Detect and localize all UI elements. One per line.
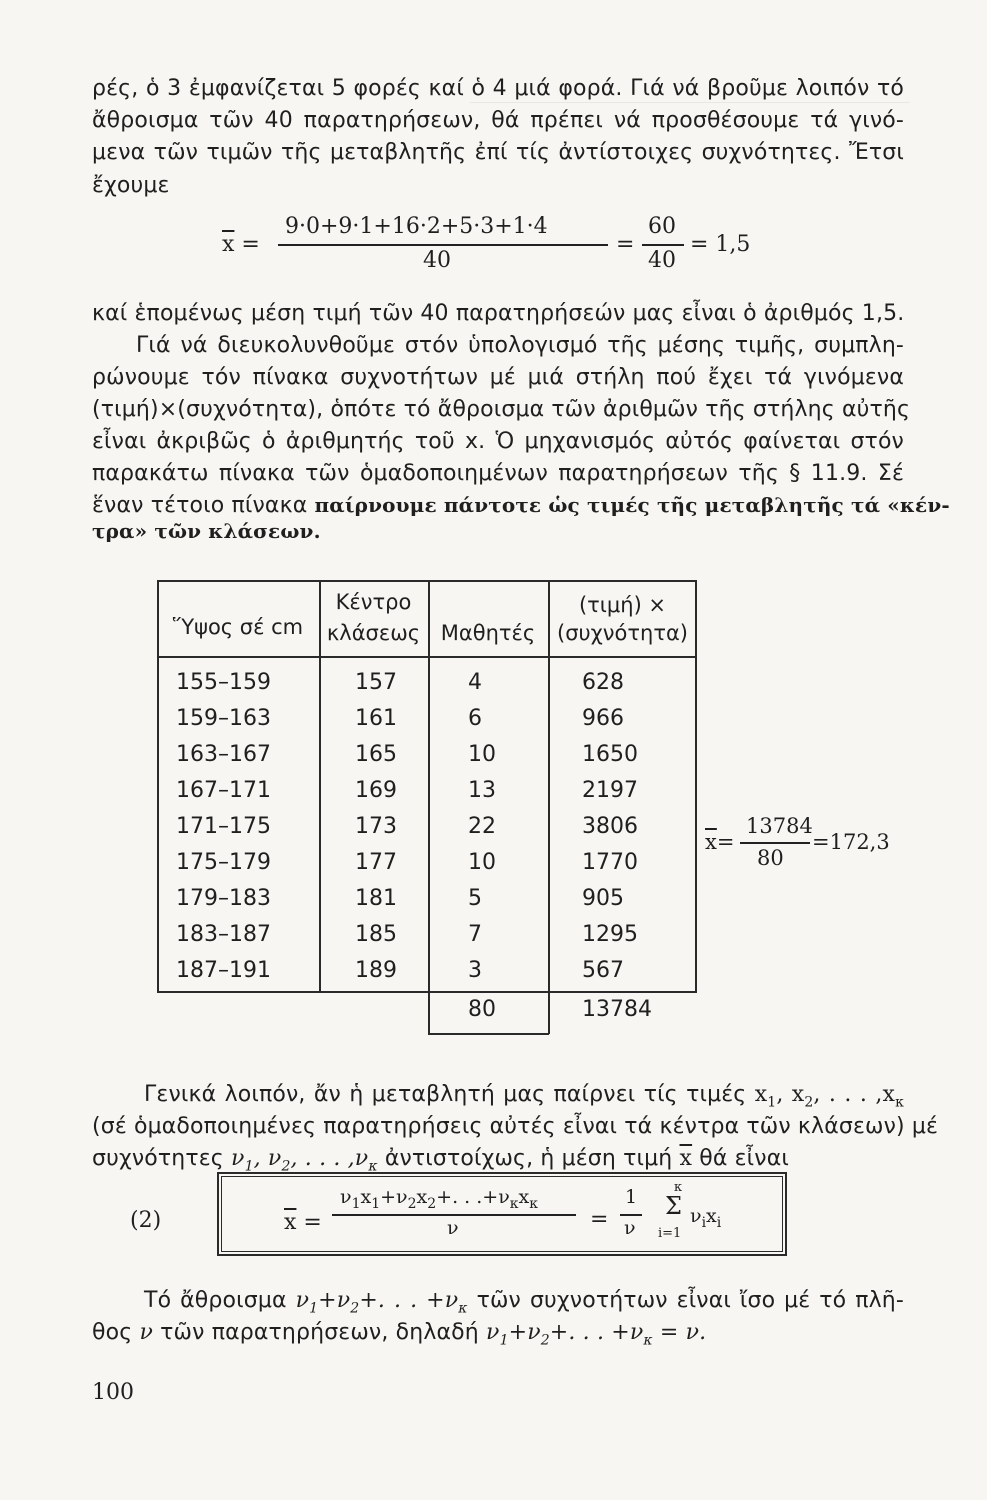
text-line: ἄθροισμα τῶν 40 παρατηρήσεων, θά πρέπει νά προσθέσουμε τά γινό- bbox=[92, 108, 904, 133]
table-cell: 163–167 bbox=[176, 742, 271, 767]
table-cell: 10 bbox=[468, 850, 496, 875]
header-rule bbox=[157, 656, 697, 658]
table-cell: 183–187 bbox=[176, 922, 271, 947]
formula-result: =172,3 bbox=[812, 830, 890, 854]
table-cell: 171–175 bbox=[176, 814, 271, 839]
total-frequency: 80 bbox=[468, 997, 496, 1022]
column-header: Ὕψος σέ cm bbox=[172, 615, 304, 639]
formula-numerator: 13784 bbox=[746, 814, 813, 838]
formula-denominator: 40 bbox=[423, 248, 451, 273]
table-cell: 7 bbox=[468, 922, 482, 947]
formula-numerator: 1 bbox=[625, 1186, 638, 1208]
column-header: Κέντρο bbox=[335, 590, 412, 614]
equals-sign: = bbox=[616, 232, 635, 257]
table-cell: 167–171 bbox=[176, 778, 271, 803]
fraction-bar bbox=[642, 244, 684, 246]
table-cell: 3 bbox=[468, 958, 482, 983]
sum-sign: Σ bbox=[665, 1192, 682, 1220]
table-cell: 177 bbox=[355, 850, 397, 875]
text-line: ἕναν τέτοιο πίνακα παίρνουμε πάντοτε ὡς τιμές τῆς μεταβλητῆς τά «κέν- bbox=[92, 493, 950, 518]
xbar-symbol: $\overline{x}$ = bbox=[284, 1210, 322, 1235]
table-cell: 10 bbox=[468, 742, 496, 767]
total-product: 13784 bbox=[582, 997, 652, 1022]
table-cell: 628 bbox=[582, 670, 624, 695]
text-line: θος ν τῶν παρατηρήσεων, δηλαδή $\nu_1+\nu_2+$. . . $+\nu_\kappa = \nu$. bbox=[92, 1320, 707, 1349]
column-divider bbox=[548, 580, 550, 1034]
formula-numerator: 9·0+9·1+16·2+5·3+1·4 bbox=[285, 214, 548, 239]
fraction-bar bbox=[740, 842, 810, 844]
text-line: (τιμή)×(συχνότητα), ὁπότε τό ἄθροισμα τῶν ἀριθμῶν τῆς στήλης αὐτῆς bbox=[92, 397, 911, 422]
sum-lower: i=1 bbox=[658, 1226, 682, 1241]
table-cell: 6 bbox=[468, 706, 482, 731]
table-cell: 185 bbox=[355, 922, 397, 947]
text-line: καί ἑπομένως μέση τιμή τῶν 40 παρατηρήσεών μας εἶναι ὁ ἀριθμός 1,5. bbox=[92, 301, 905, 326]
formula-numerator: $\nu_1x_1+\nu_2x_2+$. . $.+\nu_\kappa x_\kappa$ bbox=[340, 1186, 538, 1212]
table-cell: 157 bbox=[355, 670, 397, 695]
fraction-bar bbox=[332, 1214, 576, 1216]
table-cell: 179–183 bbox=[176, 886, 271, 911]
table-cell: 161 bbox=[355, 706, 397, 731]
equals-sign: = bbox=[590, 1207, 609, 1232]
column-header: (συχνότητα) bbox=[557, 621, 688, 645]
formula-denominator-2: 40 bbox=[648, 248, 676, 273]
text-line: παρακάτω πίνακα τῶν ὁμαδοποιημένων παρατηρήσεων τῆς § 11.9. Σέ bbox=[92, 461, 904, 486]
table-cell: 3806 bbox=[582, 814, 638, 839]
xbar-symbol: $\overline{x}=$ bbox=[705, 830, 735, 854]
text-line: Τό ἄθροισμα $\nu_1+\nu_2+$. . . $+\nu_\kappa$ τῶν συχνοτήτων εἶναι ἴσο μέ τό πλῆ- bbox=[144, 1288, 904, 1317]
table-cell: 159–163 bbox=[176, 706, 271, 731]
table-cell: 13 bbox=[468, 778, 496, 803]
table-cell: 567 bbox=[582, 958, 624, 983]
column-divider bbox=[428, 580, 430, 1034]
table-cell: 966 bbox=[582, 706, 624, 731]
table-cell: 4 bbox=[468, 670, 482, 695]
text-line: (σέ ὁμαδοποιημένες παρατηρήσεις αὐτές εἶναι τά κέντρα τῶν κλάσεων) μέ bbox=[92, 1114, 939, 1139]
equation-number: (2) bbox=[130, 1208, 162, 1233]
text-line: Γιά νά διευκολυνθοῦμε στόν ὑπολογισμό τῆς μέσης τιμῆς, συμπλη- bbox=[136, 333, 904, 358]
table-cell: 22 bbox=[468, 814, 496, 839]
text-line: ρώνουμε τόν πίνακα συχνοτήτων μέ μιά στήλη πού ἔχει τά γινόμενα bbox=[92, 365, 904, 390]
column-header: (τιμή) × bbox=[578, 593, 667, 617]
table-cell: 175–179 bbox=[176, 850, 271, 875]
formula-numerator-2: 60 bbox=[648, 214, 676, 239]
text-line: συχνότητες $\nu_1$, $\nu_2$, . . . $,\nu_\kappa$ ἀντιστοίχως, ἡ μέση τιμή $\overline{x}$ θά εἶναι bbox=[92, 1146, 789, 1175]
fraction-bar bbox=[620, 1214, 642, 1216]
text-line: εἶναι ἀκριβῶς ὁ ἀριθμητής τοῦ x. Ὁ μηχανισμός αὐτός φαίνεται στόν bbox=[92, 429, 904, 454]
fraction-bar bbox=[278, 244, 608, 246]
table-cell: 5 bbox=[468, 886, 482, 911]
formula-result: = 1,5 bbox=[690, 232, 751, 257]
text-line: ρές, ὁ 3 ἐμφανίζεται 5 φορές καί ὁ 4 μιά φορά. Γιά νά βροῦμε λοιπόν τό bbox=[92, 76, 904, 101]
xbar-symbol: $\overline{x}$ = bbox=[222, 232, 260, 257]
table-cell: 189 bbox=[355, 958, 397, 983]
sum-upper: κ bbox=[674, 1180, 683, 1195]
column-header: Μαθητές bbox=[440, 621, 536, 645]
column-header: κλάσεως bbox=[326, 621, 421, 645]
formula-denominator: ν bbox=[624, 1217, 636, 1239]
table-cell: 1650 bbox=[582, 742, 638, 767]
table-cell: 165 bbox=[355, 742, 397, 767]
text-line: μενα τῶν τιμῶν τῆς μεταβλητῆς ἐπί τίς ἀντίστοιχες συχνότητες. Ἔτσι bbox=[92, 140, 904, 165]
text-line: τρα» τῶν κλάσεων. bbox=[92, 519, 321, 543]
table-cell: 187–191 bbox=[176, 958, 271, 983]
sum-term: $\nu_ix_i$ bbox=[690, 1205, 722, 1231]
formula-denominator: ν bbox=[447, 1217, 459, 1239]
table-cell: 1770 bbox=[582, 850, 638, 875]
table-cell: 1295 bbox=[582, 922, 638, 947]
table-cell: 155–159 bbox=[176, 670, 271, 695]
table-cell: 2197 bbox=[582, 778, 638, 803]
table-cell: 169 bbox=[355, 778, 397, 803]
text-line: Γενικά λοιπόν, ἄν ἡ μεταβλητή μας παίρνει τίς τιμές $x_1$, $x_2$, . . . $,x_\kappa$ bbox=[144, 1082, 904, 1111]
total-rule bbox=[428, 1033, 549, 1035]
table-cell: 173 bbox=[355, 814, 397, 839]
table-cell: 905 bbox=[582, 886, 624, 911]
text-line: ἔχουμε bbox=[92, 173, 170, 198]
formula-denominator: 80 bbox=[757, 846, 784, 870]
table-cell: 181 bbox=[355, 886, 397, 911]
page-number: 100 bbox=[92, 1380, 134, 1405]
